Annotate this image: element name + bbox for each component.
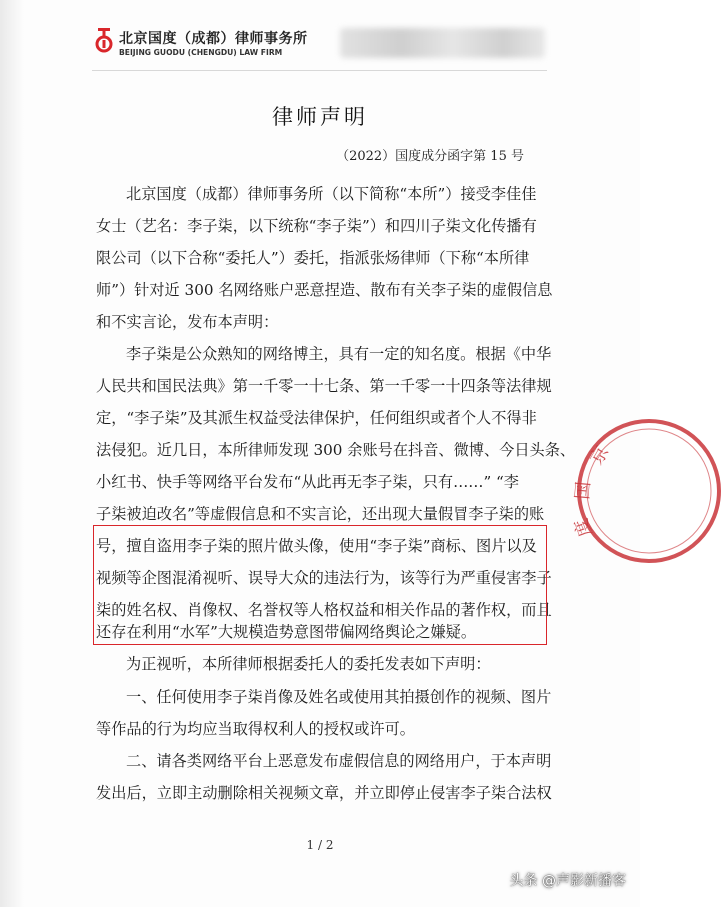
body-line-highlighted: 柒的姓名权、肖像权、名誉权等人格权益和相关作品的著作权，而且 xyxy=(96,601,552,619)
body-line-highlighted: 号，擅自盗用李子柒的照片做头像，使用“李子柒”商标、图片以及 xyxy=(96,537,537,555)
header-divider xyxy=(92,70,547,71)
body-line: 小红书、快手等网络平台发布“从此再无李子柒，只有……” “李 xyxy=(96,473,519,491)
svg-text:度: 度 xyxy=(570,515,597,540)
highlight-annotation-box xyxy=(93,525,552,645)
platform-watermark xyxy=(510,870,626,890)
document-title: 律师声明 xyxy=(272,105,368,129)
body-line: 子柒被迫改名”等虚假信息和不实言论，还出现大量假冒李子柒的账 xyxy=(96,505,545,523)
body-line: 法侵犯。近几日，本所律师发现 300 余账号在抖音、微博、今日头条、 xyxy=(96,441,576,459)
document-reference-number: （2022）国度成分函字第 15 号 xyxy=(336,149,524,164)
law-firm-logo-icon xyxy=(96,28,112,54)
body-line: 师”）针对近 300 名网络账户恶意捏造、散布有关李子柒的虚假信息 xyxy=(96,281,553,299)
body-line: 定，“李子柒”及其派生权益受法律保护，任何组织或者个人不得非 xyxy=(96,409,537,427)
redacted-header-area xyxy=(340,28,545,58)
body-line: 等作品的行为均应当取得权利人的授权或许可。 xyxy=(96,720,415,738)
svg-text:国: 国 xyxy=(572,480,595,501)
body-line: 人民共和国民法典》第一千零一十七条、第一千零一十四条等法律规 xyxy=(96,377,552,395)
page-number: 1 / 2 xyxy=(306,838,334,852)
page-edge-shadow xyxy=(0,0,24,907)
body-line: 和不实言论，发布本声明： xyxy=(96,313,279,331)
body-line: 限公司（以下合称“委托人”）委托，指派张炀律师（下称“本所律 xyxy=(96,249,530,267)
firm-name-english: BEIJING GUODU (CHENGDU) LAW FIRM xyxy=(119,48,283,57)
firm-name-chinese: 北京国度（成都）律师事务所 xyxy=(119,31,308,47)
body-line: 发出后，立即主动删除相关视频文章，并立即停止侵害李子柒合法权 xyxy=(96,784,552,802)
watermark-text: 头条 @声影新播客 xyxy=(509,873,626,889)
svg-text:京: 京 xyxy=(586,442,614,469)
body-line: 北京国度（成都）律师事务所（以下简称“本所”）接受李佳佳 xyxy=(126,185,537,203)
body-line: 女士（艺名：李子柒，以下统称“李子柒”）和四川子柒文化传播有 xyxy=(96,217,537,235)
official-seal-stamp xyxy=(570,396,724,586)
body-line-highlighted: 还存在利用“水军”大规模造势意图带偏网络舆论之嫌疑。 xyxy=(96,623,477,641)
body-line: 李子柒是公众熟知的网络博主，具有一定的知名度。根据《中华 xyxy=(126,345,552,363)
body-line: 一、任何使用李子柒肖像及姓名或使用其拍摄创作的视频、图片 xyxy=(126,688,552,706)
body-line: 二、请各类网络平台上恶意发布虚假信息的网络用户，于本声明 xyxy=(126,752,552,770)
body-line-highlighted: 视频等企图混淆视听、误导大众的违法行为，该等行为严重侵害李子 xyxy=(96,569,552,587)
body-line: 为正视听，本所律师根据委托人的委托发表如下声明： xyxy=(126,655,491,673)
